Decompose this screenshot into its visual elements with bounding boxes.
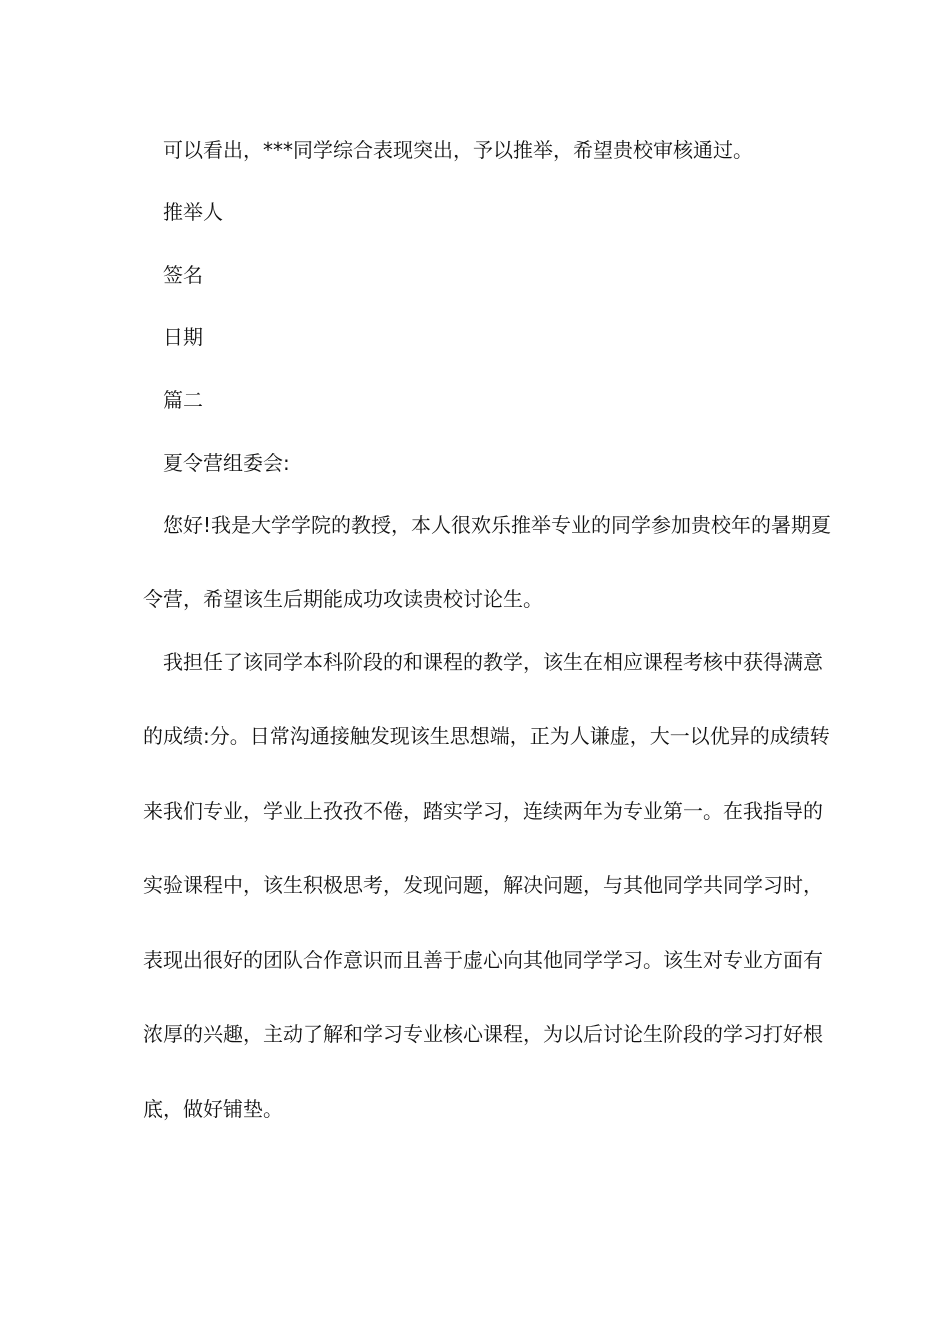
paragraph-body-line-3: 来我们专业，学业上孜孜不倦，踏实学习，连续两年为专业第一。在我指导的 [143, 799, 823, 823]
section-heading: 篇二 [163, 388, 203, 412]
paragraph-body-line-2: 的成绩:分。日常沟通接触发现该生思想端，正为人谦虚，大一以优异的成绩转 [143, 724, 830, 748]
paragraph-body-line-6: 浓厚的兴趣，主动了解和学习专业核心课程，为以后讨论生阶段的学习打好根 [143, 1022, 823, 1046]
signature-label: 签名 [163, 263, 203, 287]
recommender-label: 推举人 [163, 200, 223, 224]
paragraph-body-line-4: 实验课程中，该生积极思考，发现问题，解决问题，与其他同学共同学习时， [143, 873, 823, 897]
date-label: 日期 [163, 325, 203, 349]
paragraph-body-line-7: 底，做好铺垫。 [143, 1097, 283, 1121]
paragraph-conclusion: 可以看出，***同学综合表现突出，予以推举，希望贵校审核通过。 [163, 138, 753, 162]
paragraph-body-line-5: 表现出很好的团队合作意识而且善于虚心向其他同学学习。该生对专业方面有 [143, 948, 823, 972]
paragraph-intro-line-2: 令营，希望该生后期能成功攻读贵校讨论生。 [143, 587, 543, 611]
salutation: 夏令营组委会: [163, 451, 290, 475]
paragraph-body-line-1: 我担任了该同学本科阶段的和课程的教学，该生在相应课程考核中获得满意 [163, 650, 823, 674]
paragraph-intro-line-1: 您好!我是大学学院的教授，本人很欢乐推举专业的同学参加贵校年的暑期夏 [163, 513, 832, 537]
